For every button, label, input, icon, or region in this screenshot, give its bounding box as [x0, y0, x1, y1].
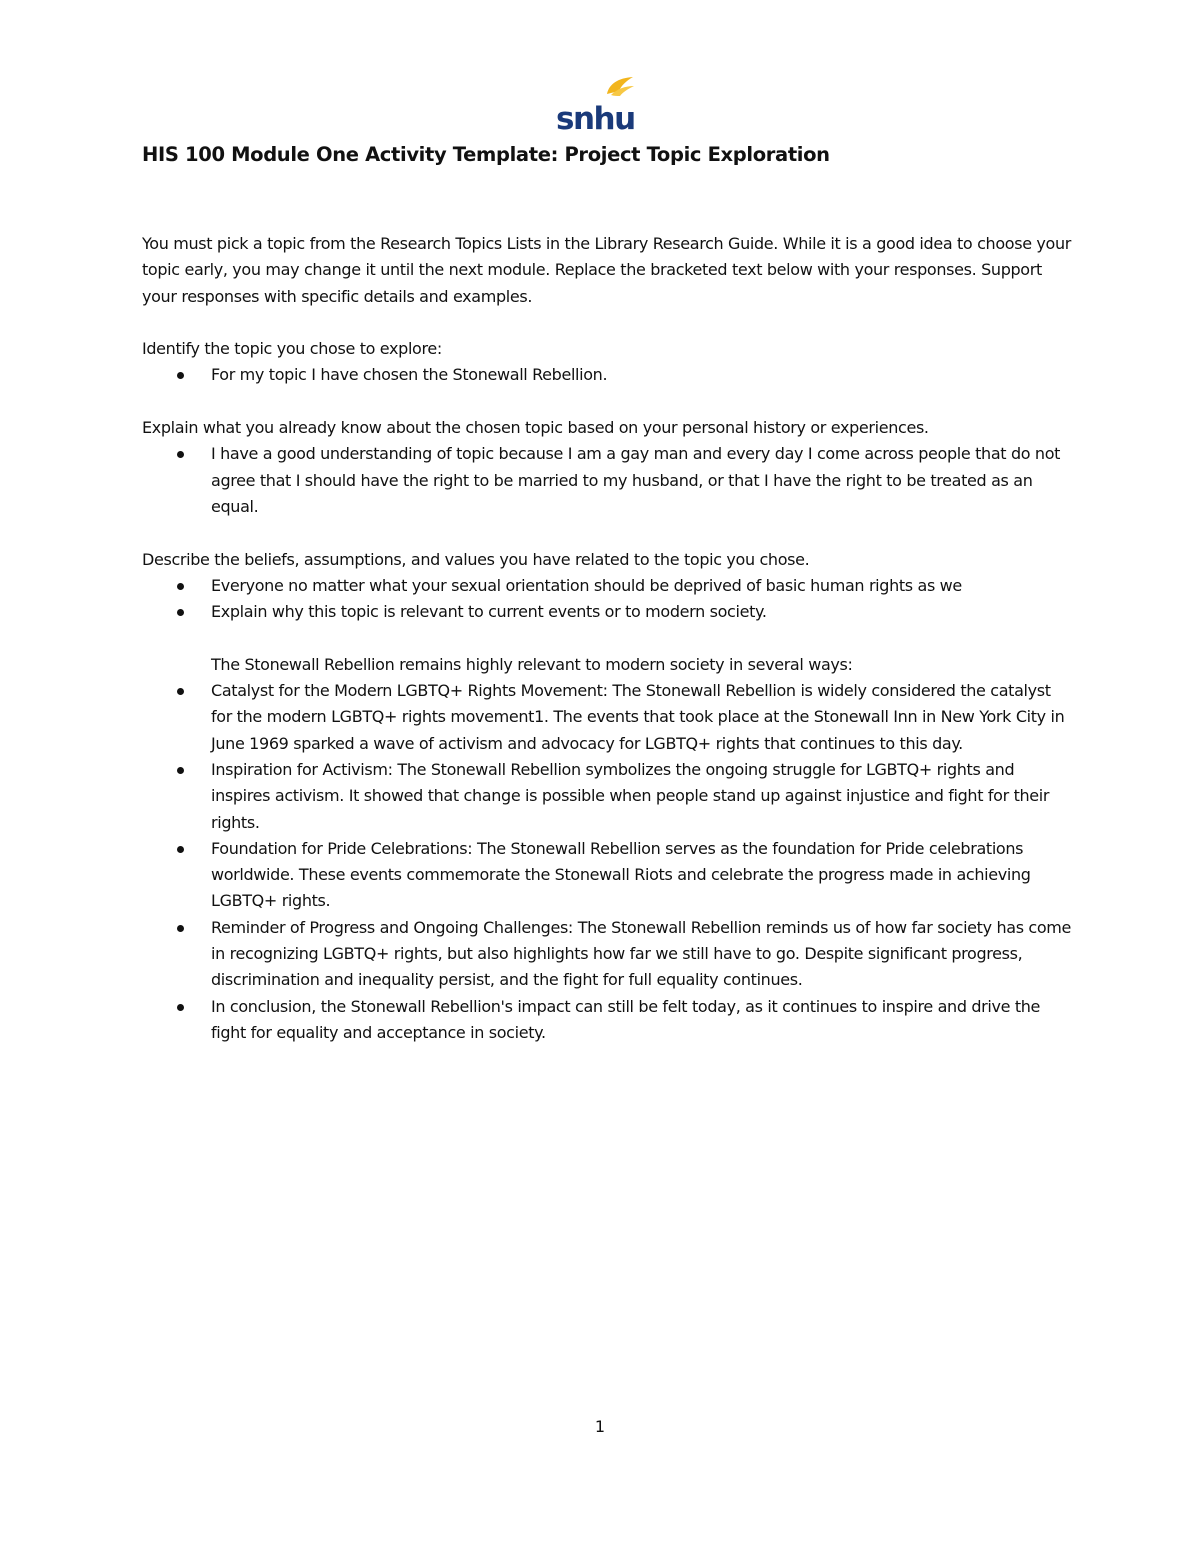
snhu-logo — [555, 74, 639, 134]
list-item: In conclusion, the Stonewall Rebellion's impact can still be felt today, as it continues to inspire and drive the fight for equality and acceptance in society. — [211, 994, 1072, 1047]
list-item: Catalyst for the Modern LGBTQ+ Rights Movement: The Stonewall Rebellion is widely considered the catalyst for the modern LGBTQ+ rights movement1. The events that took place at the Stonewall Inn in New York City in June 1969 sparked a wave of activism and advocacy for LGBTQ+ rights that continues to this day. — [211, 678, 1072, 757]
list-item: Inspiration for Activism: The Stonewall Rebellion symbolizes the ongoing struggle for LGBTQ+ rights and inspires activism. It showed that change is possible when people stand up against injustice and fight for their rights. — [211, 757, 1072, 836]
relevance-list — [142, 678, 1072, 1046]
page-number: 1 — [594, 1417, 606, 1436]
knowledge-list — [142, 441, 1072, 520]
beliefs-list — [142, 573, 1072, 626]
relevance-intro: The Stonewall Rebellion remains highly relevant to modern society in several ways: — [211, 654, 853, 674]
intro-paragraph: You must pick a topic from the Research Topics Lists in the Library Research Guide. While it is a good idea to choose your topic early, you may change it until the next module. Replace the bracketed text below with your responses. Support your responses with specific details and examples. — [142, 234, 1072, 306]
topic-prompt: Identify the topic you chose to explore: — [142, 339, 442, 359]
beliefs-prompt: Describe the beliefs, assumptions, and values you have related to the topic you chose. — [142, 549, 810, 569]
list-item: Everyone no matter what your sexual orientation should be deprived of basic human rights as we — [211, 573, 1072, 599]
logo-wordmark: snhu — [556, 101, 635, 134]
list-item: Explain why this topic is relevant to current events or to modern society. — [211, 599, 1072, 625]
document-body — [142, 231, 1072, 1046]
document-title: HIS 100 Module One Activity Template: Project Topic Exploration — [142, 143, 830, 166]
flame-leaf-icon — [607, 77, 634, 96]
list-item: Reminder of Progress and Ongoing Challenges: The Stonewall Rebellion reminds us of how far society has come in recognizing LGBTQ+ rights, but also highlights how far we still have to go. Despite significant progress, discrimination and inequality persist, and the fight for full equality continues. — [211, 915, 1072, 994]
list-item: Foundation for Pride Celebrations: The Stonewall Rebellion serves as the foundation for Pride celebrations worldwide. These events commemorate the Stonewall Riots and celebrate the progress made in achieving LGBTQ+ rights. — [211, 836, 1072, 915]
topic-list — [142, 362, 1072, 388]
list-item: I have a good understanding of topic because I am a gay man and every day I come across people that do not agree that I should have the right to be married to my husband, or that I have the right to be treated as an equal. — [211, 441, 1072, 520]
list-item: For my topic I have chosen the Stonewall Rebellion. — [211, 362, 1072, 388]
knowledge-prompt: Explain what you already know about the chosen topic based on your personal history or experiences. — [142, 418, 929, 438]
